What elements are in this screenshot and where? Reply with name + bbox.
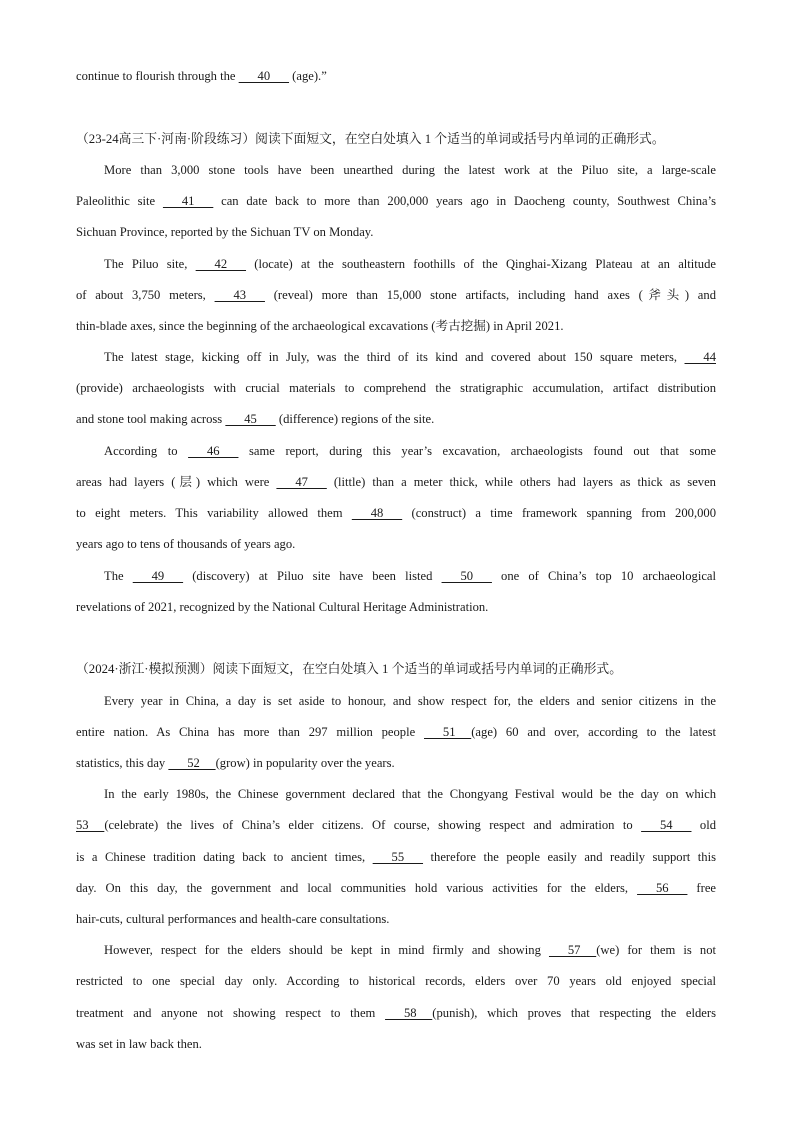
- blank-47: 47: [276, 475, 327, 489]
- text-run: (punish), which proves that respecting the elders: [432, 1006, 716, 1020]
- text-run: one of China’s top 10 archaeological: [491, 569, 716, 583]
- text-line: revelations of 2021, recognized by the National Cultural Heritage Administration.: [76, 600, 489, 614]
- text-line: [76, 68, 716, 84]
- text-line: [104, 443, 716, 459]
- text-run: (difference) regions of the site.: [275, 412, 435, 426]
- text-run: entire nation. As China has more than 297 million people: [76, 725, 424, 739]
- blank-43: 43: [214, 288, 265, 302]
- text-line: [76, 880, 716, 896]
- text-run: and stone tool making across: [76, 412, 226, 426]
- blank-56: 56: [637, 881, 688, 895]
- text-line: [76, 287, 716, 303]
- section-header: （23-24高三下·河南·阶段练习）阅读下面短文，在空白处填入 1 个适当的单词或括号内单词的正确形式。: [76, 132, 665, 146]
- text-line: was set in law back then.: [76, 1037, 202, 1051]
- blank-40: 40: [238, 69, 290, 83]
- blank-55: 55: [372, 850, 424, 864]
- text-line: [76, 474, 716, 490]
- text-line: restricted to one special day only. According to historical records, elders over 70 years old enjoyed special: [76, 974, 716, 988]
- text-line: [76, 193, 716, 209]
- text-run: However, respect for the elders should be kept in mind firmly and showing: [104, 943, 549, 957]
- text-line: [76, 411, 716, 427]
- text-run: of about 3,750 meters,: [76, 288, 215, 302]
- text-line: [76, 817, 716, 833]
- blank-50: 50: [441, 569, 492, 583]
- text-run: can date back to more than 200,000 years ago in Daocheng county, Southwest China’s: [213, 194, 716, 208]
- text-run: (locate) at the southeastern foothills of the Qinghai-Xizang Plateau at an altitude: [246, 257, 716, 271]
- blank-42: 42: [195, 257, 247, 271]
- text-run: (construct) a time framework spanning from 200,000: [402, 506, 716, 520]
- blank-58: 58: [385, 1006, 433, 1020]
- text-line: [104, 568, 716, 584]
- text-line: More than 3,000 stone tools have been unearthed during the latest work at the Piluo site, a large-scale: [104, 163, 716, 177]
- text-run: (grow) in popularity over the years.: [215, 756, 395, 770]
- blank-48: 48: [351, 506, 403, 520]
- text-run: (discovery) at Piluo site have been listed: [183, 569, 442, 583]
- text-run: day. On this day, the government and local communities hold various activities for the elders,: [76, 881, 638, 895]
- text-line: [76, 849, 716, 865]
- text-run: same report, during this year’s excavation, archaeologists found out that some: [238, 444, 717, 458]
- text-run: areas had layers (层) which were: [76, 475, 277, 489]
- text-line: [104, 942, 716, 958]
- text-line: In the early 1980s, the Chinese government declared that the Chongyang Festival would be the day on which: [104, 787, 716, 801]
- text-run: old: [691, 818, 716, 832]
- text-run: (reveal) more than 15,000 stone artifacts, including hand axes (斧头) and: [264, 288, 716, 302]
- text-line: thin-blade axes, since the beginning of the archaeological excavations (考古挖掘) in April 2021.: [76, 319, 564, 333]
- blank-53: 53: [76, 818, 105, 832]
- text-run: therefore the people easily and readily support this: [423, 850, 716, 864]
- text-line: [76, 505, 716, 521]
- text-line: [76, 755, 716, 771]
- text-line: (provide) archaeologists with crucial materials to comprehend the stratigraphic accumulation, artifact distribution: [76, 381, 716, 395]
- text-run: The: [104, 569, 133, 583]
- text-run: Paleolithic site: [76, 194, 163, 208]
- text-run: (age) 60 and over, according to the latest: [471, 725, 716, 739]
- text-line: [104, 349, 716, 365]
- text-line: [76, 724, 716, 740]
- section-header: （2024·浙江·模拟预测）阅读下面短文，在空白处填入 1 个适当的单词或括号内单词的正确形式。: [76, 662, 622, 676]
- blank-51: 51: [424, 725, 472, 739]
- text-line: [104, 256, 716, 272]
- text-run: free: [687, 881, 717, 895]
- text-line: Sichuan Province, reported by the Sichuan TV on Monday.: [76, 225, 374, 239]
- text-line: hair-cuts, cultural performances and health-care consultations.: [76, 912, 390, 926]
- blank-46: 46: [188, 444, 239, 458]
- text-line: Every year in China, a day is set aside to honour, and show respect for, the elders and senior citizens in the: [104, 694, 716, 708]
- text-run: (little) than a meter thick, while others had layers as thick as seven: [326, 475, 716, 489]
- text-run: statistics, this day: [76, 756, 169, 770]
- blank-52: 52: [168, 756, 216, 770]
- text-run: (celebrate) the lives of China’s elder citizens. Of course, showing respect and admiration to: [104, 818, 642, 832]
- text-run: The Piluo site,: [104, 257, 196, 271]
- blank-57: 57: [548, 943, 597, 957]
- text-run: According to: [104, 444, 189, 458]
- blank-44: 44: [684, 350, 716, 364]
- text-run: (we) for them is not: [596, 943, 716, 957]
- blank-45: 45: [225, 412, 276, 426]
- text-run: is a Chinese tradition dating back to ancient times,: [76, 850, 373, 864]
- text-line: [76, 1005, 716, 1021]
- text-run: The latest stage, kicking off in July, was the third of its kind and covered about 150 square meters,: [104, 350, 685, 364]
- text-run: treatment and anyone not showing respect to them: [76, 1006, 386, 1020]
- blank-41: 41: [162, 194, 214, 208]
- blank-54: 54: [641, 818, 692, 832]
- text-run: (age).”: [289, 69, 327, 83]
- text-run: to eight meters. This variability allowed them: [76, 506, 352, 520]
- text-line: years ago to tens of thousands of years ago.: [76, 537, 296, 551]
- blank-49: 49: [132, 569, 184, 583]
- text-run: continue to flourish through the: [76, 69, 239, 83]
